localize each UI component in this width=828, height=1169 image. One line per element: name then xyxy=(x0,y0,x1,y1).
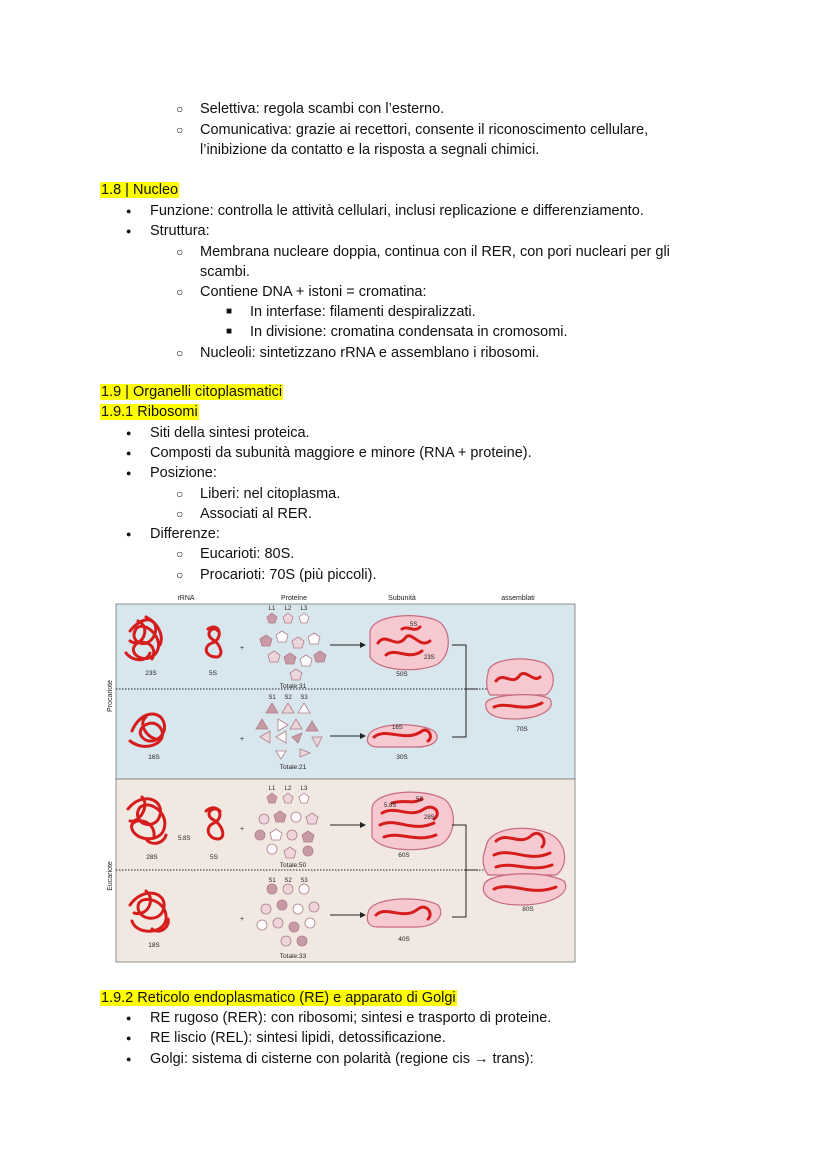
label-70s: 70S xyxy=(516,726,528,733)
label-5s-euk: 5S xyxy=(210,854,218,861)
label-totale-21: Totale:21 xyxy=(279,764,307,771)
label-80s: 80S xyxy=(522,906,534,913)
label-l2: L2 xyxy=(284,786,292,792)
label-s1: S1 xyxy=(268,695,276,701)
label-40s: 40S xyxy=(398,936,410,943)
side-label-procariote: Procariote xyxy=(107,680,114,712)
label-s1: S1 xyxy=(268,878,276,884)
list-item: ○ Contiene DNA + istoni = cromatina: xyxy=(200,282,426,302)
plus-sign: + xyxy=(240,736,245,743)
list-item: ● Composti da subunità maggiore e minore (RNA + proteine). xyxy=(150,443,532,463)
label-5s: 5S xyxy=(209,670,217,677)
list-item: ● RE rugoso (RER): con ribosomi; sintesi e trasporto di proteine. xyxy=(150,1008,551,1028)
list-item: ○ Liberi: nel citoplasma. xyxy=(200,484,340,504)
list-item: ○ Nucleoli: sintetizzano rRNA e assemblano i ribosomi. xyxy=(200,343,539,363)
label-s3: S3 xyxy=(300,878,308,884)
label-totale-50: Totale:50 xyxy=(279,862,307,869)
subunit-60s xyxy=(372,792,453,850)
section-heading-organelli: 1.9 | Organelli citoplasmatici xyxy=(101,384,283,400)
sub-label-5s: 5S xyxy=(416,797,424,803)
col-header-rrna: rRNA xyxy=(177,595,195,602)
side-label-eucariote: Eucariote xyxy=(107,861,114,891)
list-item: ● Golgi: sistema di cisterne con polarità (regione cis → trans): xyxy=(150,1049,534,1069)
list-item: ● Siti della sintesi proteica. xyxy=(150,423,310,443)
sub-label-23s: 23S xyxy=(424,655,435,661)
col-header-proteine: Proteine xyxy=(280,595,308,602)
list-item-continuation: scambi. xyxy=(200,264,250,280)
ribosome-figure xyxy=(107,591,576,963)
label-50s: 50S xyxy=(396,671,408,678)
sub-label-28s: 28S xyxy=(424,815,435,821)
label-30s: 30S xyxy=(396,754,408,761)
label-60s: 60S xyxy=(398,852,410,859)
label-s3: S3 xyxy=(300,695,308,701)
ribosome-80s xyxy=(483,828,566,905)
list-item: ○ Selettiva: regola scambi con l’esterno. xyxy=(200,99,444,119)
label-16s: 16S xyxy=(148,754,160,761)
label-5-8s: 5.8S xyxy=(178,836,191,842)
label-totale-31: Totale:31 xyxy=(279,683,307,690)
list-item: ■ In interfase: filamenti despiralizzati. xyxy=(250,302,476,322)
sub-label-16s: 16S xyxy=(392,725,403,731)
label-23s: 23S xyxy=(145,670,157,677)
list-item: ○ Procarioti: 70S (più piccoli). xyxy=(200,565,377,585)
list-item: ■ In divisione: cromatina condensata in cromosomi. xyxy=(250,322,568,342)
list-item: ● RE liscio (REL): sintesi lipidi, detossificazione. xyxy=(150,1028,446,1048)
label-totale-33: Totale:33 xyxy=(279,953,307,960)
subsection-heading-ribosomi: 1.9.1 Ribosomi xyxy=(101,404,198,420)
label-s2: S2 xyxy=(284,695,292,701)
list-item: ○ Associati al RER. xyxy=(200,504,312,524)
list-item: ● Struttura: xyxy=(150,221,210,241)
subunit-40s xyxy=(367,899,440,927)
plus-sign: + xyxy=(240,916,245,923)
label-l1: L1 xyxy=(268,606,276,612)
list-item: ● Differenze: xyxy=(150,524,220,544)
sub-label-5-8s: 5.8S xyxy=(384,803,397,809)
plus-sign: + xyxy=(240,826,245,833)
label-s2: S2 xyxy=(284,878,292,884)
list-item: ○ Eucarioti: 80S. xyxy=(200,544,294,564)
label-28s: 28S xyxy=(146,854,158,861)
section-heading-nucleo: 1.8 | Nucleo xyxy=(101,182,179,198)
list-item: ● Posizione: xyxy=(150,463,217,483)
sub-label-5s: 5S xyxy=(410,622,418,628)
label-18s: 18S xyxy=(148,942,160,949)
subsection-heading-reticolo: 1.9.2 Reticolo endoplasmatico (RE) e apparato di Golgi xyxy=(101,990,456,1006)
col-header-assemblati: assemblati xyxy=(501,595,535,602)
list-item: ○ Comunicativa: grazie ai recettori, consente il riconoscimento cellulare, xyxy=(200,120,648,140)
list-item: ○ Membrana nucleare doppia, continua con il RER, con pori nucleari per gli xyxy=(200,242,670,262)
plus-sign: + xyxy=(240,645,245,652)
label-l3: L3 xyxy=(300,786,308,792)
col-header-subunita: Subunità xyxy=(388,595,416,602)
list-item: ● Funzione: controlla le attività cellulari, inclusi replicazione e differenziamento. xyxy=(150,201,644,221)
label-l2: L2 xyxy=(284,606,292,612)
label-l3: L3 xyxy=(300,606,308,612)
list-item-continuation: l’inibizione da contatto e la risposta a segnali chimici. xyxy=(200,142,540,158)
label-l1: L1 xyxy=(268,786,276,792)
ribosome-70s xyxy=(486,659,554,719)
